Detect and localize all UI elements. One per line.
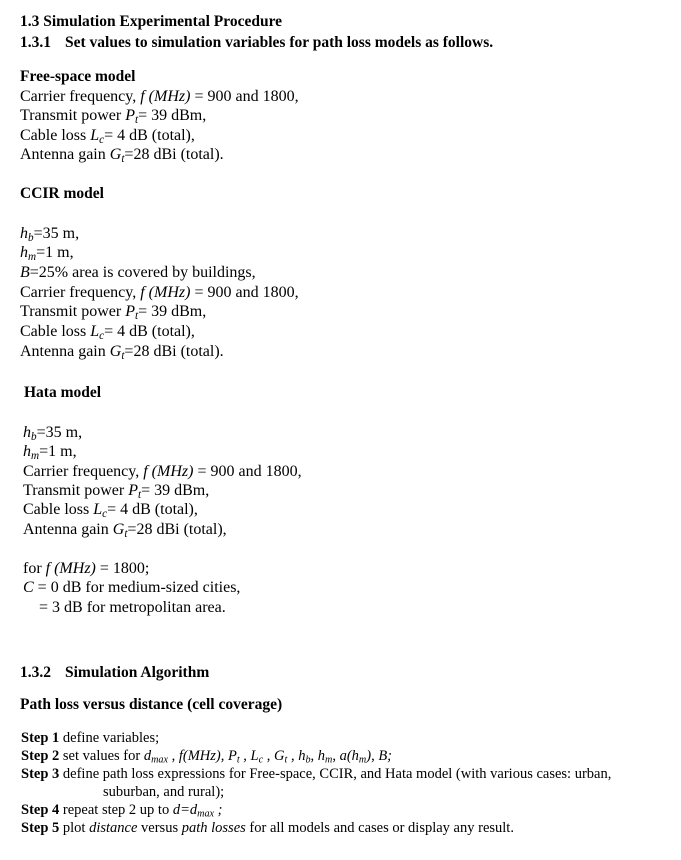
value: = 39 dBm, xyxy=(138,107,207,124)
variable: P xyxy=(125,303,135,320)
ccir-hb xyxy=(20,226,79,244)
free-space-cable xyxy=(20,128,195,146)
label: Antenna gain xyxy=(20,146,110,163)
step-label: Step 2 xyxy=(21,748,60,764)
separator: , xyxy=(371,748,379,764)
step-3 xyxy=(21,767,611,782)
hata-c-metro: = 3 dB for metropolitan area. xyxy=(39,599,226,616)
value: =28 dBi (total). xyxy=(124,146,224,163)
free-space-power xyxy=(20,108,206,126)
value: =25% area is covered by buildings, xyxy=(29,264,256,281)
ccir-carrier xyxy=(20,285,299,301)
ccir-cable xyxy=(20,324,195,342)
subscript: m xyxy=(358,754,367,766)
hata-gain xyxy=(23,522,227,540)
label: Cable loss xyxy=(23,501,94,518)
value: = 4 dB (total), xyxy=(104,323,195,340)
label: Transmit power xyxy=(20,303,126,320)
separator: , xyxy=(239,748,251,764)
variable: B; xyxy=(378,748,392,764)
variable: d xyxy=(143,748,152,764)
hata-hm xyxy=(23,444,77,462)
subscript: t xyxy=(284,754,288,766)
subsection-heading-2 xyxy=(20,665,209,681)
subscript: t xyxy=(137,488,142,501)
label: Antenna gain xyxy=(20,343,110,360)
ccir-title: CCIR model xyxy=(20,185,104,202)
label: Carrier frequency, xyxy=(20,284,141,301)
subscript: c xyxy=(258,754,264,766)
hata-cable xyxy=(23,502,198,520)
value: =35 m, xyxy=(36,424,83,441)
value: = 39 dBm, xyxy=(141,482,210,499)
variable: a(h xyxy=(339,748,359,764)
variable: h xyxy=(20,225,28,242)
punctuation: ; xyxy=(214,802,223,818)
value: =35 m, xyxy=(33,225,80,242)
value: =28 dBi (total). xyxy=(124,343,224,360)
separator: , xyxy=(310,748,318,764)
variable: G xyxy=(112,521,125,538)
variable: G xyxy=(109,343,122,360)
free-space-title: Free-space model xyxy=(20,68,136,85)
subscript: t xyxy=(124,527,128,540)
free-space-carrier xyxy=(20,89,299,105)
free-space-gain xyxy=(20,147,224,165)
value: =28 dBi (total), xyxy=(127,521,227,538)
step-label: Step 5 xyxy=(21,820,60,836)
variable: h xyxy=(20,244,28,261)
hata-title: Hata model xyxy=(24,384,102,401)
variable: f (MHz) xyxy=(143,463,194,480)
variable: L xyxy=(93,501,103,518)
step-text: repeat step 2 up to xyxy=(59,802,173,818)
variable: f (MHz) xyxy=(140,284,191,301)
hata-c-medium xyxy=(23,580,240,596)
step-text: plot xyxy=(59,820,90,836)
subscript: max xyxy=(197,808,215,820)
variable: h xyxy=(298,748,306,764)
step-text: for all models and cases or display any result. xyxy=(245,820,514,836)
subscript: c xyxy=(102,507,108,520)
subscript: c xyxy=(99,329,105,342)
variable: d=d xyxy=(172,802,198,818)
value: = 0 dB for medium-sized cities, xyxy=(33,579,241,596)
step-4 xyxy=(21,803,222,820)
label: Cable loss xyxy=(20,323,91,340)
emphasis: distance xyxy=(89,820,138,836)
hata-power xyxy=(23,483,209,501)
label: Transmit power xyxy=(20,107,126,124)
value: =1 m, xyxy=(39,443,77,460)
value: = 1800; xyxy=(95,560,150,577)
label: for xyxy=(23,560,46,577)
ccir-b xyxy=(20,265,256,281)
step-text: set values for xyxy=(59,748,144,764)
value: = 900 and 1800, xyxy=(190,284,299,301)
hata-carrier xyxy=(23,464,302,480)
step-label: Step 4 xyxy=(21,802,60,818)
section-title: Simulation Experimental Procedure xyxy=(43,13,283,30)
subscript: m xyxy=(28,250,37,263)
value: = 900 and 1800, xyxy=(193,463,302,480)
hata-hb xyxy=(23,425,82,443)
emphasis: path losses xyxy=(181,820,246,836)
subscript: t xyxy=(134,309,139,322)
section-number: 1.3 xyxy=(20,13,40,30)
step-2 xyxy=(21,749,392,766)
subsection-number: 1.3.2 xyxy=(20,664,51,681)
variable: h xyxy=(317,748,325,764)
separator: , xyxy=(263,748,274,764)
step-label: Step 3 xyxy=(21,766,60,782)
subscript: b xyxy=(28,231,34,244)
section-heading xyxy=(20,14,282,30)
subsection-number: 1.3.1 xyxy=(20,34,51,51)
variable: C xyxy=(23,579,34,596)
step-1 xyxy=(21,731,159,746)
variable: f (MHz) xyxy=(140,88,191,105)
value: = 39 dBm, xyxy=(138,303,207,320)
ccir-gain xyxy=(20,344,224,362)
subscript: t xyxy=(121,152,125,165)
subscript: t xyxy=(134,113,139,126)
subscript: t xyxy=(236,754,240,766)
subsection-title: Set values to simulation variables for path loss models as follows. xyxy=(65,34,494,51)
subscript: b xyxy=(305,754,311,766)
variable: G xyxy=(274,748,285,764)
variable: P xyxy=(128,482,138,499)
value: = 4 dB (total), xyxy=(104,127,195,144)
ccir-hm xyxy=(20,245,74,263)
algorithm-subtitle: Path loss versus distance (cell coverage) xyxy=(20,696,283,713)
variable: L xyxy=(250,748,259,764)
variable: f (MHz) xyxy=(45,560,96,577)
subscript: t xyxy=(121,349,125,362)
subscript: b xyxy=(31,430,37,443)
subsection-title: Simulation Algorithm xyxy=(65,664,210,681)
subscript: m xyxy=(325,754,333,766)
variable: h xyxy=(23,424,31,441)
step-5 xyxy=(21,821,514,836)
variable: f(MHz), P xyxy=(178,748,237,764)
step-text: define variables; xyxy=(59,730,160,746)
variable: G xyxy=(109,146,122,163)
step-label: Step 1 xyxy=(21,730,60,746)
label: Antenna gain xyxy=(23,521,113,538)
separator: , xyxy=(332,748,340,764)
variable: L xyxy=(90,323,100,340)
separator: , xyxy=(167,748,179,764)
step-3-continued: suburban, and rural); xyxy=(103,784,225,800)
separator: , xyxy=(287,748,299,764)
variable: L xyxy=(90,127,100,144)
label: Transmit power xyxy=(23,482,129,499)
label: Carrier frequency, xyxy=(20,88,141,105)
variable: h xyxy=(23,443,31,460)
subscript: max xyxy=(151,754,168,766)
step-text: define path loss expressions for Free-space, CCIR, and Hata model (with various cases: urban, xyxy=(59,766,612,782)
step-text: versus xyxy=(137,820,182,836)
variable: P xyxy=(125,107,135,124)
variable: ) xyxy=(366,748,372,764)
hata-for-frequency xyxy=(23,561,149,577)
subsection-heading-1 xyxy=(20,35,493,51)
value: =1 m, xyxy=(36,244,74,261)
label: Carrier frequency, xyxy=(23,463,144,480)
ccir-power xyxy=(20,304,206,322)
label: Cable loss xyxy=(20,127,91,144)
value: = 900 and 1800, xyxy=(190,88,299,105)
subscript: m xyxy=(31,449,40,462)
variable: B xyxy=(20,264,30,281)
value: = 4 dB (total), xyxy=(107,501,198,518)
subscript: c xyxy=(99,133,105,146)
